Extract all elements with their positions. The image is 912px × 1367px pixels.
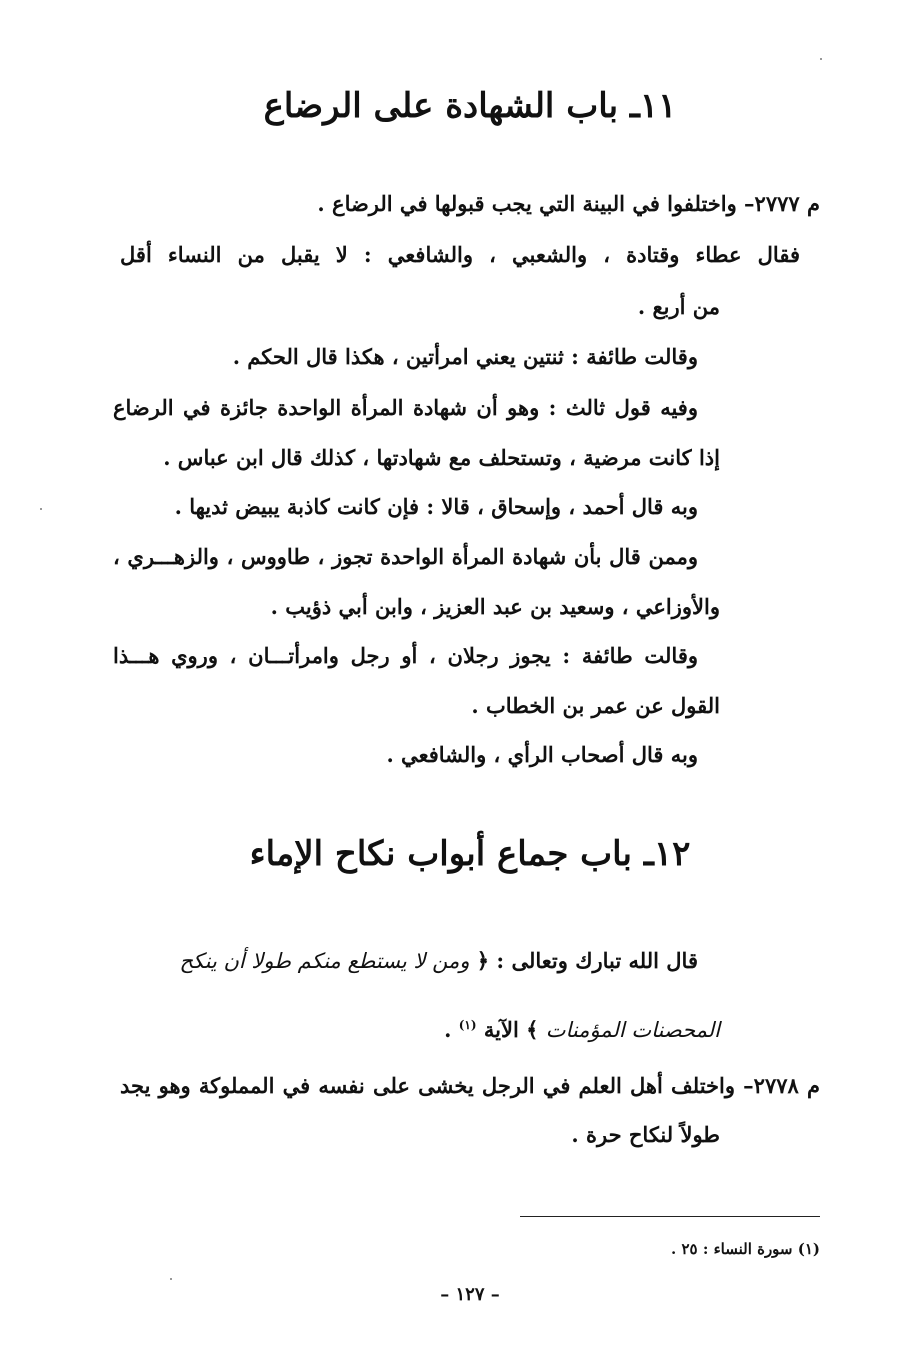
scan-speck xyxy=(170,1278,172,1280)
text-line-7: وبه قال أحمد ، وإسحاق ، قالا : فإن كانت كاذبة يبيض ثديها . xyxy=(174,494,698,519)
text-line-12: وبه قال أصحاب الرأي ، والشافعي . xyxy=(386,742,698,767)
text-line-m2778-a: م ٢٧٧٨– واختلف أهل العلم في الرجل يخشى على نفسه في المملوكة وهو يجد xyxy=(120,1073,820,1098)
section-heading-11: ١١ـ باب الشهادة على الرضاع xyxy=(263,86,677,126)
scan-speck xyxy=(820,58,822,60)
footnote-rule xyxy=(520,1216,820,1217)
text-line-1: م ٢٧٧٧– واختلفوا في البينة التي يجب قبولها في الرضاع . xyxy=(317,191,820,216)
text-line-11: القول عن عمر بن الخطاب . xyxy=(471,693,720,718)
page-number: – ١٢٧ – xyxy=(440,1284,500,1305)
text-line-4: وقالت طائفة : ثنتين يعني امرأتين ، هكذا قال الحكم . xyxy=(232,344,698,369)
text-line-9: والأوزاعي ، وسعيد بن عبد العزيز ، وابن أبي ذؤيب . xyxy=(270,594,720,619)
quran-intro: قال الله تبارك وتعالى : ﴿ xyxy=(476,948,698,973)
quran-verse-text-1: ومن لا يستطع منكم طولا أن ينكح xyxy=(179,949,470,973)
text-line-m2778-b: طولاً لنكاح حرة . xyxy=(571,1122,720,1147)
text-line-10: وقالت طائفة : يجوز رجلان ، أو رجل وامرأتـــان ، وروي هـــذا xyxy=(113,643,698,668)
text-line-8: وممن قال بأن شهادة المرأة الواحدة تجوز ، طاووس ، والزهـــري ، xyxy=(113,544,698,569)
text-line-6: إذا كانت مرضية ، وتستحلف مع شهادتها ، كذلك قال ابن عباس . xyxy=(163,445,720,470)
section-heading-12: ١٢ـ باب جماع أبواب نكاح الإماء xyxy=(249,834,691,874)
footnote-marker: (١) xyxy=(458,1018,477,1032)
text-line-2: فقال عطاء وقتادة ، والشعبي ، والشافعي : لا يقبل من النساء أقل xyxy=(120,242,800,267)
footnote: (١) سورة النساء : ٢٥ . xyxy=(671,1240,820,1258)
text-line-5: وفيه قول ثالث : وهو أن شهادة المرأة الواحدة جائزة في الرضاع xyxy=(113,395,698,420)
quran-verse-line-2 xyxy=(444,1010,720,1045)
quran-verse-close: ﴾ الآية xyxy=(483,1017,539,1042)
quran-line-end: . xyxy=(444,1017,452,1042)
quran-verse-text-2: المحصنات المؤمنات xyxy=(545,1018,720,1042)
quran-verse-line-1 xyxy=(179,946,698,976)
scan-speck xyxy=(40,508,42,510)
text-line-3: من أربع . xyxy=(637,294,720,319)
